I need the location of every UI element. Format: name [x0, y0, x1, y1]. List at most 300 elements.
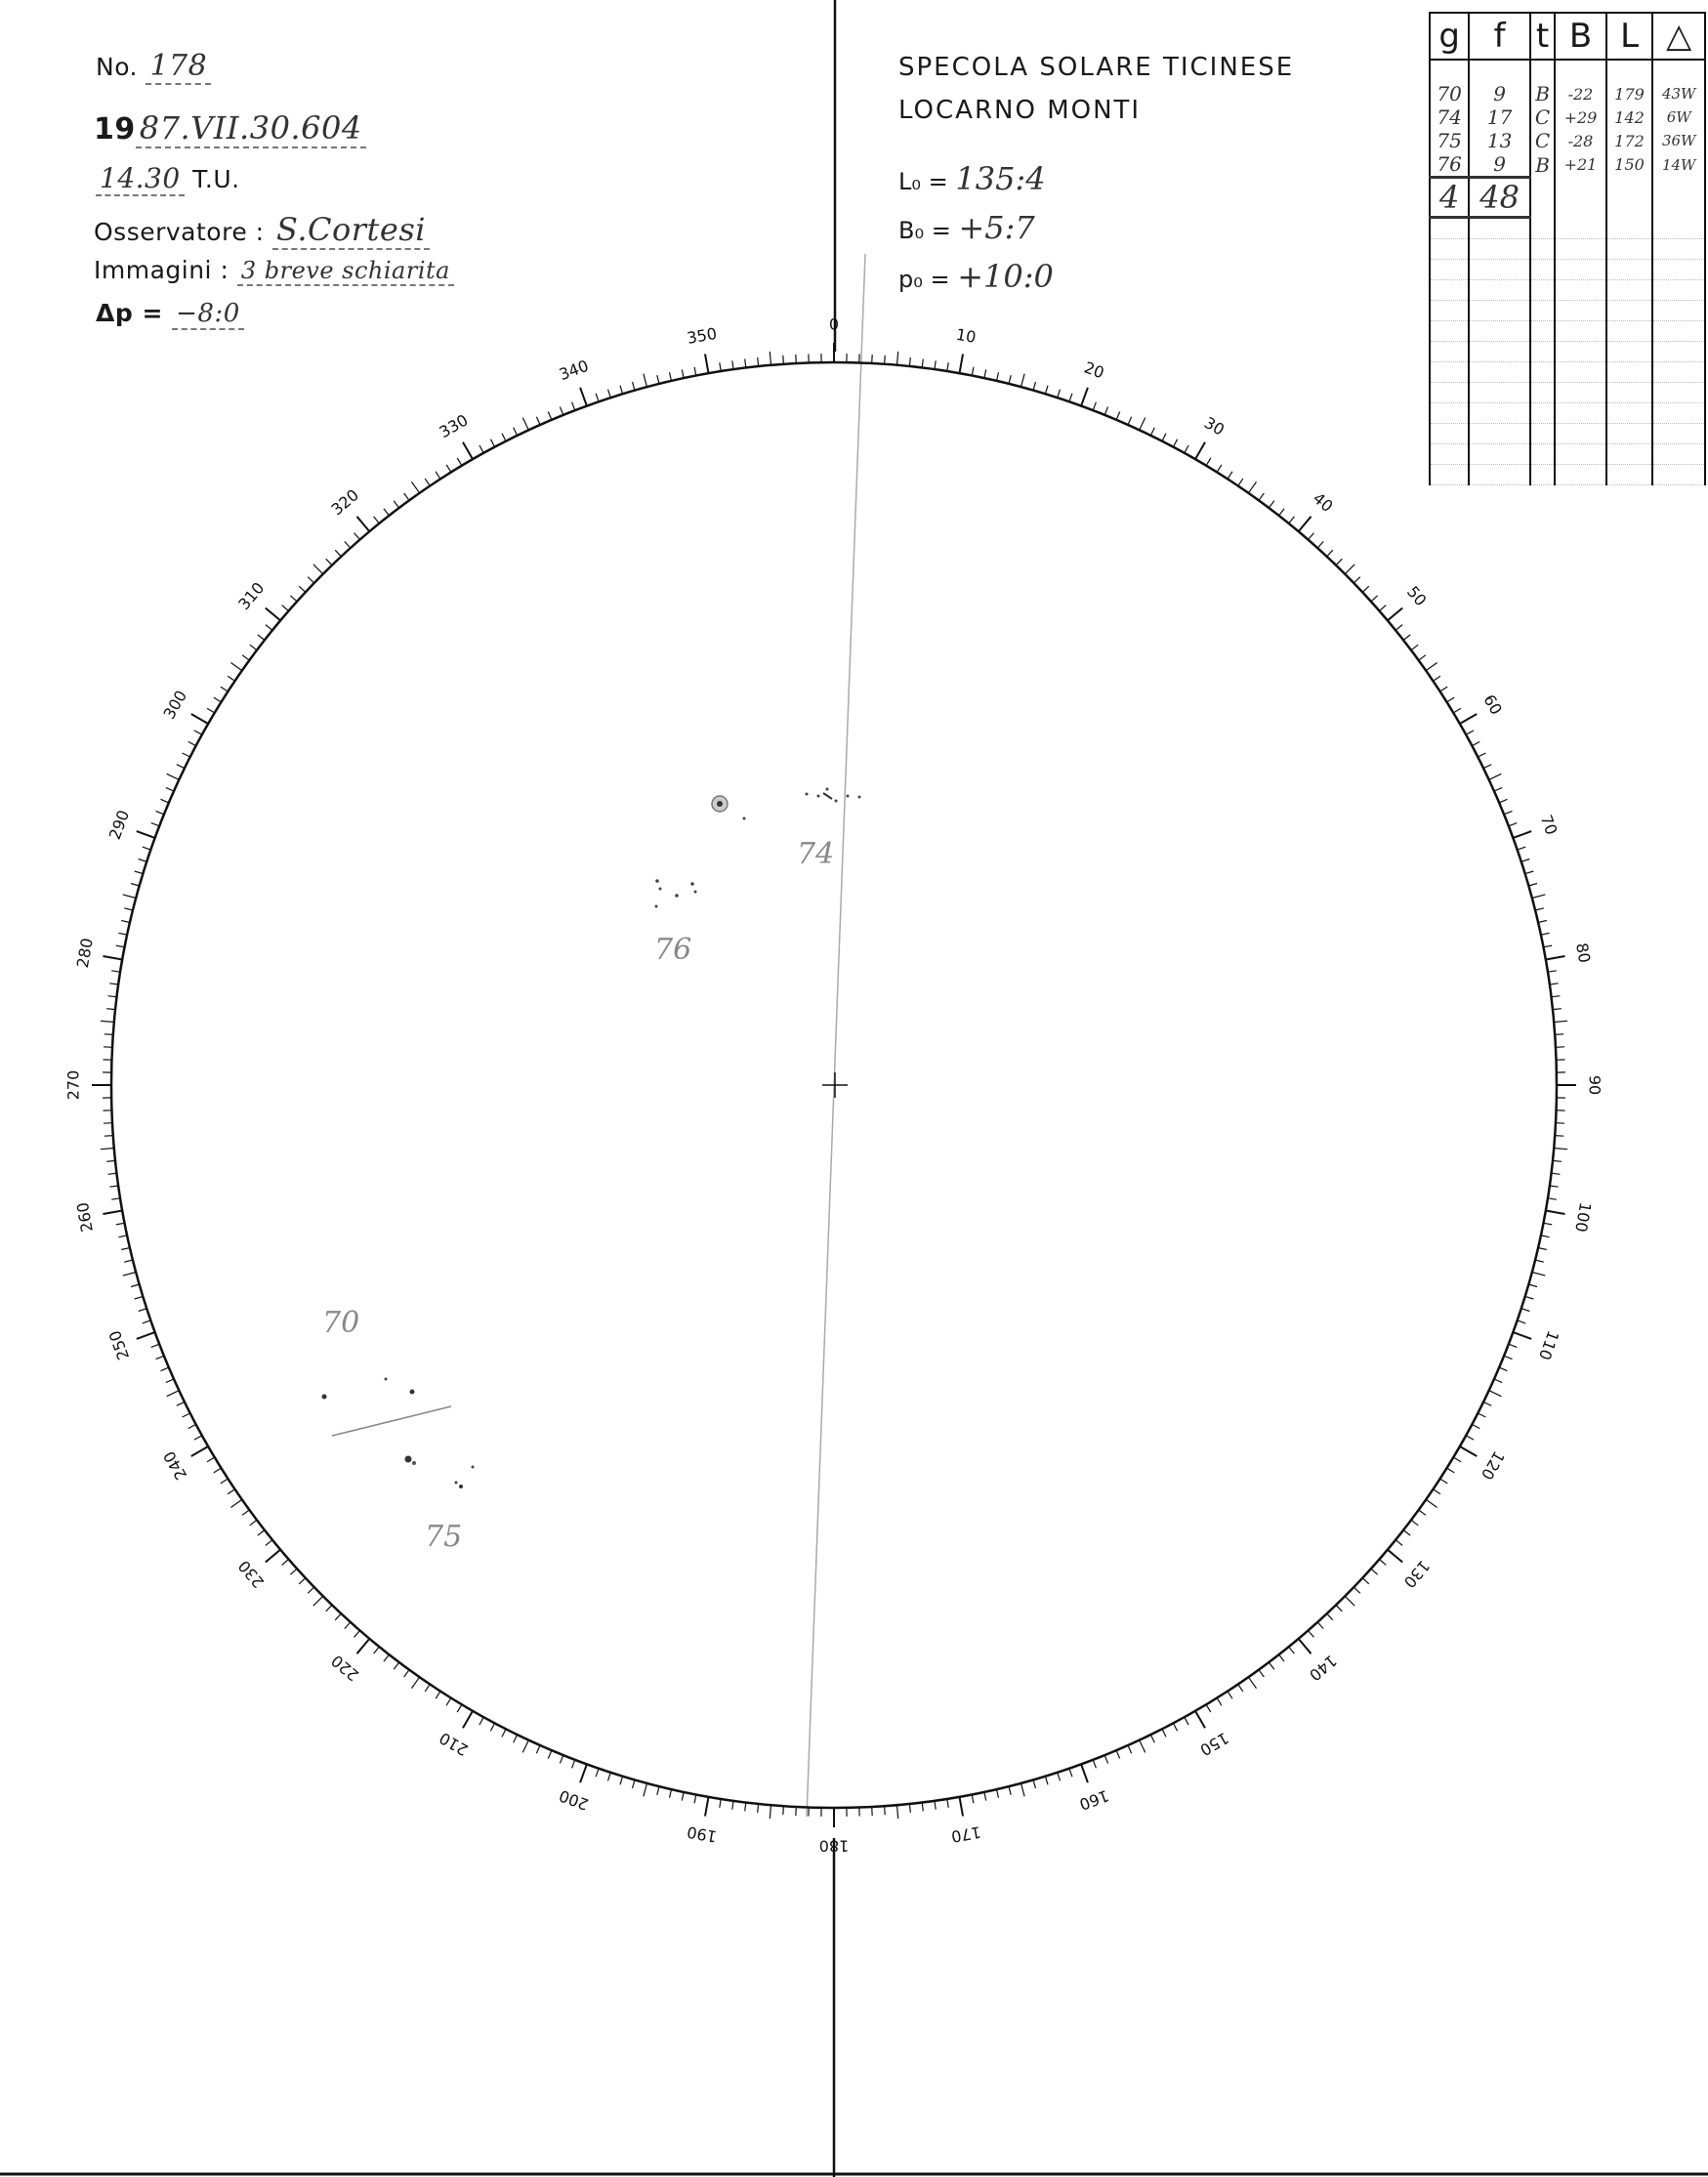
degree-label: 20 [1081, 357, 1107, 383]
degree-tick [1238, 479, 1243, 485]
degree-tick [230, 663, 241, 671]
degree-tick [1419, 1510, 1426, 1515]
degree-tick [374, 1647, 380, 1654]
degree-tick [106, 1160, 115, 1161]
degree-tick [242, 1510, 249, 1515]
degree-tick [1552, 996, 1561, 997]
degree-tick [1546, 956, 1565, 960]
observatory-location: LOCARNO MONTI [898, 96, 1142, 125]
degree-tick [548, 412, 552, 420]
degree-tick [1327, 1613, 1333, 1620]
degree-tick [1116, 412, 1120, 420]
degree-tick [620, 386, 623, 395]
degree-tick [1494, 787, 1502, 791]
degree-tick [1150, 1735, 1154, 1742]
degree-label: 340 [556, 356, 592, 385]
degree-tick [682, 369, 684, 378]
degree-tick [1259, 493, 1264, 500]
degree-tick [1299, 517, 1312, 531]
degree-tick [143, 847, 151, 850]
degree-tick [1466, 731, 1474, 734]
degree-tick [143, 1320, 151, 1323]
degree-tick [166, 1379, 174, 1383]
degree-tick [1371, 596, 1378, 602]
degree-tick [374, 517, 380, 523]
degree-tick [522, 1740, 528, 1753]
degree-tick [1248, 1677, 1256, 1688]
degree-tick [1518, 1320, 1526, 1323]
cell-f: 9 [1469, 152, 1530, 178]
degree-label: 160 [1076, 1785, 1112, 1815]
degree-tick [1336, 559, 1342, 565]
degree-tick [502, 434, 506, 441]
degree-tick [1206, 458, 1211, 466]
degree-tick [194, 1436, 202, 1440]
degree-tick [221, 1479, 229, 1484]
degree-tick [1554, 1149, 1567, 1150]
degree-tick [1453, 708, 1461, 713]
degree-label: 220 [327, 1651, 363, 1685]
degree-tick [1173, 1723, 1177, 1731]
degree-tick [1058, 1773, 1061, 1781]
degree-tick [1554, 1021, 1567, 1022]
degree-tick [250, 1520, 257, 1526]
degree-tick [1553, 1160, 1562, 1161]
degree-label: 280 [72, 937, 97, 970]
degree-tick [1345, 1596, 1354, 1606]
degree-tick [1546, 1211, 1565, 1215]
degree-tick [608, 390, 611, 398]
degree-tick [116, 945, 125, 947]
degree-tick [1033, 1779, 1036, 1788]
degree-tick [502, 1729, 506, 1737]
sunspot-group-76 [654, 879, 697, 967]
degree-tick [758, 357, 759, 366]
degree-tick [1518, 847, 1526, 850]
degree-tick [1289, 1647, 1295, 1654]
date-prefix: 19 [94, 112, 136, 147]
degree-label: 300 [159, 687, 191, 723]
cell-L: 142 [1606, 105, 1653, 129]
cell-L: 179 [1606, 82, 1653, 105]
degree-tick [620, 1777, 623, 1785]
degree-tick [425, 479, 430, 485]
degree-tick [1388, 1550, 1402, 1563]
degree-tick [394, 1662, 399, 1669]
degree-tick [1535, 908, 1544, 910]
degree-tick [885, 1806, 886, 1815]
cell-f: 13 [1469, 129, 1530, 152]
degree-tick [783, 1806, 784, 1815]
B0-label: B₀ = [898, 217, 951, 244]
P0-value: +10:0 [957, 258, 1054, 295]
degree-label: 170 [949, 1822, 982, 1847]
group-label-74: 74 [797, 837, 835, 871]
degree-label: 10 [954, 324, 978, 347]
degree-tick [872, 355, 873, 363]
degree-tick [1472, 1424, 1479, 1428]
degree-tick [1045, 386, 1048, 395]
degree-label: 350 [686, 323, 719, 348]
degree-tick [404, 1670, 409, 1677]
degree-tick [1009, 1786, 1011, 1795]
degree-tick [1380, 1560, 1387, 1566]
degree-tick [299, 586, 306, 592]
degree-tick [436, 1692, 440, 1699]
degree-tick [1238, 1685, 1243, 1692]
degree-tick [104, 1211, 123, 1215]
degree-tick [104, 956, 123, 960]
degree-tick [705, 355, 709, 374]
degree-label: 270 [63, 1069, 83, 1101]
degree-tick [1009, 375, 1011, 384]
degree-tick [345, 541, 351, 548]
degree-tick [214, 1468, 222, 1473]
degree-label: 260 [72, 1200, 97, 1234]
degree-tick [290, 1569, 297, 1574]
degree-tick [404, 493, 409, 500]
L0-label: L₀ = [898, 168, 948, 195]
degree-label: 320 [327, 485, 363, 520]
degree-tick [796, 1807, 797, 1816]
P0-label: p₀ = [898, 266, 950, 293]
degree-tick [1269, 1662, 1274, 1669]
degree-tick [139, 1309, 147, 1312]
degree-tick [104, 1123, 112, 1124]
degree-tick [282, 606, 289, 611]
degree-tick [109, 1186, 118, 1187]
group-label-70: 70 [322, 1306, 360, 1340]
degree-tick [960, 355, 964, 374]
degree-tick [1354, 577, 1360, 583]
degree-tick [258, 1530, 265, 1536]
degree-tick [897, 352, 898, 365]
degree-tick [1504, 1356, 1512, 1359]
degree-tick [1104, 407, 1107, 415]
degree-tick [167, 1391, 180, 1397]
cell-t: B [1530, 152, 1555, 178]
degree-tick [745, 359, 746, 368]
degree-tick [972, 367, 974, 376]
degree-tick [1309, 1631, 1314, 1638]
cell-t: B [1530, 82, 1555, 105]
degree-tick [1525, 1296, 1534, 1299]
degree-label: 250 [104, 1327, 134, 1363]
degree-tick [242, 655, 249, 660]
degree-tick [960, 1797, 964, 1817]
degree-tick [922, 1803, 923, 1812]
degree-tick [214, 697, 222, 702]
degree-tick [161, 1367, 169, 1371]
degree-tick [308, 577, 314, 583]
degree-label: 150 [1196, 1728, 1232, 1760]
degree-tick [1538, 921, 1547, 923]
degree-tick [1440, 1479, 1448, 1484]
degree-tick [425, 1685, 430, 1692]
degree-tick [111, 971, 120, 972]
degree-tick [457, 1704, 462, 1712]
degree-tick [194, 731, 202, 734]
degree-tick [394, 501, 399, 508]
sunspot-group-75 [405, 1456, 475, 1555]
degree-tick [1555, 1034, 1563, 1035]
degree-tick [758, 1804, 759, 1813]
degree-tick [922, 359, 923, 368]
degree-tick [1478, 753, 1485, 757]
degree-tick [1362, 1578, 1369, 1584]
degree-tick [1541, 933, 1550, 935]
degree-tick [326, 1605, 332, 1612]
degree-tick [1478, 1413, 1485, 1417]
degree-tick [167, 774, 180, 779]
degree-tick [1104, 1755, 1107, 1763]
degree-label: 330 [436, 410, 472, 442]
total-groups: 4 [1430, 178, 1469, 218]
degree-tick [536, 1745, 540, 1753]
degree-tick [183, 1413, 190, 1417]
degree-tick [1548, 971, 1557, 972]
degree-tick [490, 1723, 494, 1731]
degree-tick [1419, 655, 1426, 660]
degree-tick [228, 676, 234, 681]
degree-tick [1509, 823, 1518, 826]
degree-tick [1195, 442, 1205, 459]
degree-tick [1069, 1769, 1072, 1778]
degree-tick [1403, 1530, 1410, 1536]
degree-tick [1259, 1670, 1264, 1677]
degree-tick [997, 372, 999, 381]
degree-tick [266, 608, 280, 621]
degree-tick [682, 1792, 684, 1801]
degree-label: 80 [1572, 942, 1595, 965]
degree-tick [1289, 517, 1295, 523]
sunspot-group-74 [712, 788, 861, 872]
degree-tick [1472, 741, 1479, 745]
degree-tick [166, 787, 174, 791]
degree-tick [446, 465, 451, 473]
cell-g: 76 [1430, 152, 1469, 178]
degree-tick [123, 895, 137, 899]
degree-tick [1552, 1173, 1561, 1174]
degree-tick [909, 1804, 910, 1813]
degree-tick [997, 1789, 999, 1798]
delta-p-value: −8:0 [172, 299, 244, 330]
degree-label: 290 [104, 807, 134, 843]
degree-tick [479, 445, 483, 453]
degree-tick [228, 1489, 234, 1494]
degree-tick [123, 1273, 137, 1277]
degree-tick [572, 402, 575, 411]
L0-value: 135:4 [955, 160, 1046, 197]
header-f: f [1469, 13, 1530, 60]
degree-tick [1058, 390, 1061, 398]
degree-tick [1535, 1260, 1544, 1262]
degree-tick [1489, 774, 1502, 779]
degree-tick [384, 509, 390, 516]
degree-tick [1173, 440, 1177, 447]
degree-tick [345, 1622, 351, 1629]
header-g: g [1430, 13, 1469, 60]
degree-tick [1553, 1009, 1562, 1010]
degree-tick [1362, 586, 1369, 592]
degree-tick [490, 440, 494, 447]
cell-B: -28 [1555, 129, 1605, 152]
degree-tick [151, 823, 160, 826]
degree-tick [1380, 606, 1387, 611]
degree-tick [101, 1149, 114, 1150]
degree-tick [207, 708, 215, 713]
record-number-value: 178 [146, 49, 211, 85]
degree-tick [1521, 1309, 1530, 1312]
degree-tick [1327, 550, 1333, 557]
degree-tick [1140, 418, 1146, 431]
degree-tick [479, 1717, 483, 1725]
degree-tick [1162, 1729, 1166, 1737]
degree-tick [118, 1235, 127, 1237]
degree-tick [514, 428, 518, 436]
degree-tick [670, 372, 672, 381]
degree-tick [1116, 1750, 1120, 1758]
degree-tick [1093, 1760, 1096, 1769]
degree-tick [313, 565, 323, 574]
degree-tick [560, 407, 562, 415]
degree-tick [560, 1755, 562, 1763]
degree-tick [1336, 1605, 1342, 1612]
degree-tick [1045, 1777, 1048, 1785]
degree-tick [250, 645, 257, 650]
degree-label: 50 [1402, 582, 1431, 610]
degree-tick [457, 458, 462, 466]
degree-tick [135, 871, 144, 874]
degree-tick [354, 533, 360, 540]
header-L: L [1606, 13, 1653, 60]
degree-tick [1021, 1783, 1025, 1797]
degree-tick [1140, 1740, 1146, 1753]
degree-label: 210 [436, 1728, 472, 1760]
degree-tick [1521, 859, 1530, 862]
degree-tick [897, 1805, 898, 1819]
degree-tick [770, 1805, 771, 1819]
degree-tick [1021, 374, 1025, 388]
degree-tick [1509, 1344, 1518, 1347]
degree-label: 0 [828, 314, 840, 334]
degree-tick [1081, 388, 1088, 406]
observatory-name: SPECOLA SOLARE TICINESE [898, 53, 1295, 82]
degree-tick [1228, 472, 1232, 480]
degree-tick [1499, 799, 1507, 803]
degree-label: 200 [556, 1785, 592, 1815]
degree-tick [1543, 945, 1552, 947]
degree-tick [111, 1198, 120, 1199]
degree-label: 190 [686, 1822, 719, 1847]
degree-tick [463, 442, 473, 459]
cell-g: 75 [1430, 129, 1469, 152]
degree-tick [313, 1596, 323, 1606]
degree-tick [1466, 1436, 1474, 1440]
degree-tick [1162, 434, 1166, 441]
time-value: 14.30 [96, 162, 185, 196]
degree-tick [1309, 533, 1314, 540]
degree-label: 230 [234, 1556, 269, 1592]
degree-label: 40 [1309, 488, 1337, 517]
degree-tick [135, 1296, 144, 1299]
degree-tick [633, 1779, 636, 1788]
degree-tick [139, 859, 147, 862]
degree-tick [354, 1631, 360, 1638]
degree-tick [1411, 1520, 1418, 1526]
degree-tick [596, 394, 599, 402]
degree-tick [124, 1260, 133, 1262]
degree-tick [436, 472, 440, 480]
cell-g: 74 [1430, 105, 1469, 129]
degree-tick [694, 1794, 696, 1803]
degree-tick [412, 1677, 420, 1688]
cell-delta: 6W [1652, 105, 1705, 129]
cell-f: 17 [1469, 105, 1530, 129]
degree-tick [885, 356, 886, 364]
degree-tick [1513, 831, 1531, 838]
degree-tick [670, 1789, 672, 1798]
cell-B: +21 [1555, 152, 1605, 178]
degree-tick [1081, 1764, 1088, 1782]
degree-label: 180 [818, 1836, 850, 1856]
degree-tick [1541, 1235, 1550, 1237]
degree-tick [935, 1801, 936, 1810]
degree-tick [657, 375, 659, 384]
degree-tick [151, 1344, 160, 1347]
degree-tick [1371, 1569, 1378, 1574]
degree-label: 70 [1536, 812, 1562, 838]
degree-tick [1550, 1186, 1559, 1187]
degree-tick [1195, 1711, 1205, 1728]
degree-tick [266, 1540, 272, 1546]
degree-tick [1440, 687, 1448, 691]
degree-tick [1525, 871, 1534, 874]
cell-delta: 14W [1652, 152, 1705, 178]
cell-f: 9 [1469, 82, 1530, 105]
degree-tick [1403, 635, 1410, 641]
header-delta: △ [1652, 13, 1705, 60]
degree-tick [177, 765, 185, 769]
degree-tick [104, 1034, 113, 1035]
degree-tick [536, 417, 540, 425]
degree-tick [156, 1356, 164, 1359]
degree-tick [1033, 382, 1036, 391]
degree-tick [1483, 1402, 1491, 1405]
degree-tick [984, 369, 986, 378]
time-unit: T.U. [192, 165, 240, 193]
degree-tick [720, 1799, 721, 1808]
degree-tick [384, 1654, 390, 1661]
degree-tick [1279, 509, 1285, 516]
degree-tick [463, 1711, 473, 1728]
degree-tick [732, 360, 733, 369]
degree-label: 110 [1534, 1327, 1563, 1363]
degree-tick [745, 1803, 746, 1812]
degree-tick [1513, 1332, 1531, 1339]
degree-tick [1396, 625, 1402, 631]
degree-tick [106, 1009, 115, 1010]
degree-tick [1411, 645, 1418, 650]
degree-tick [101, 1021, 114, 1022]
delta-p-label: Δp = [96, 299, 163, 327]
degree-tick [1460, 1446, 1477, 1456]
degree-tick [412, 481, 420, 492]
cell-delta: 36W [1652, 129, 1705, 152]
degree-tick [935, 360, 936, 369]
degree-tick [266, 625, 272, 631]
degree-tick [1128, 1745, 1132, 1753]
